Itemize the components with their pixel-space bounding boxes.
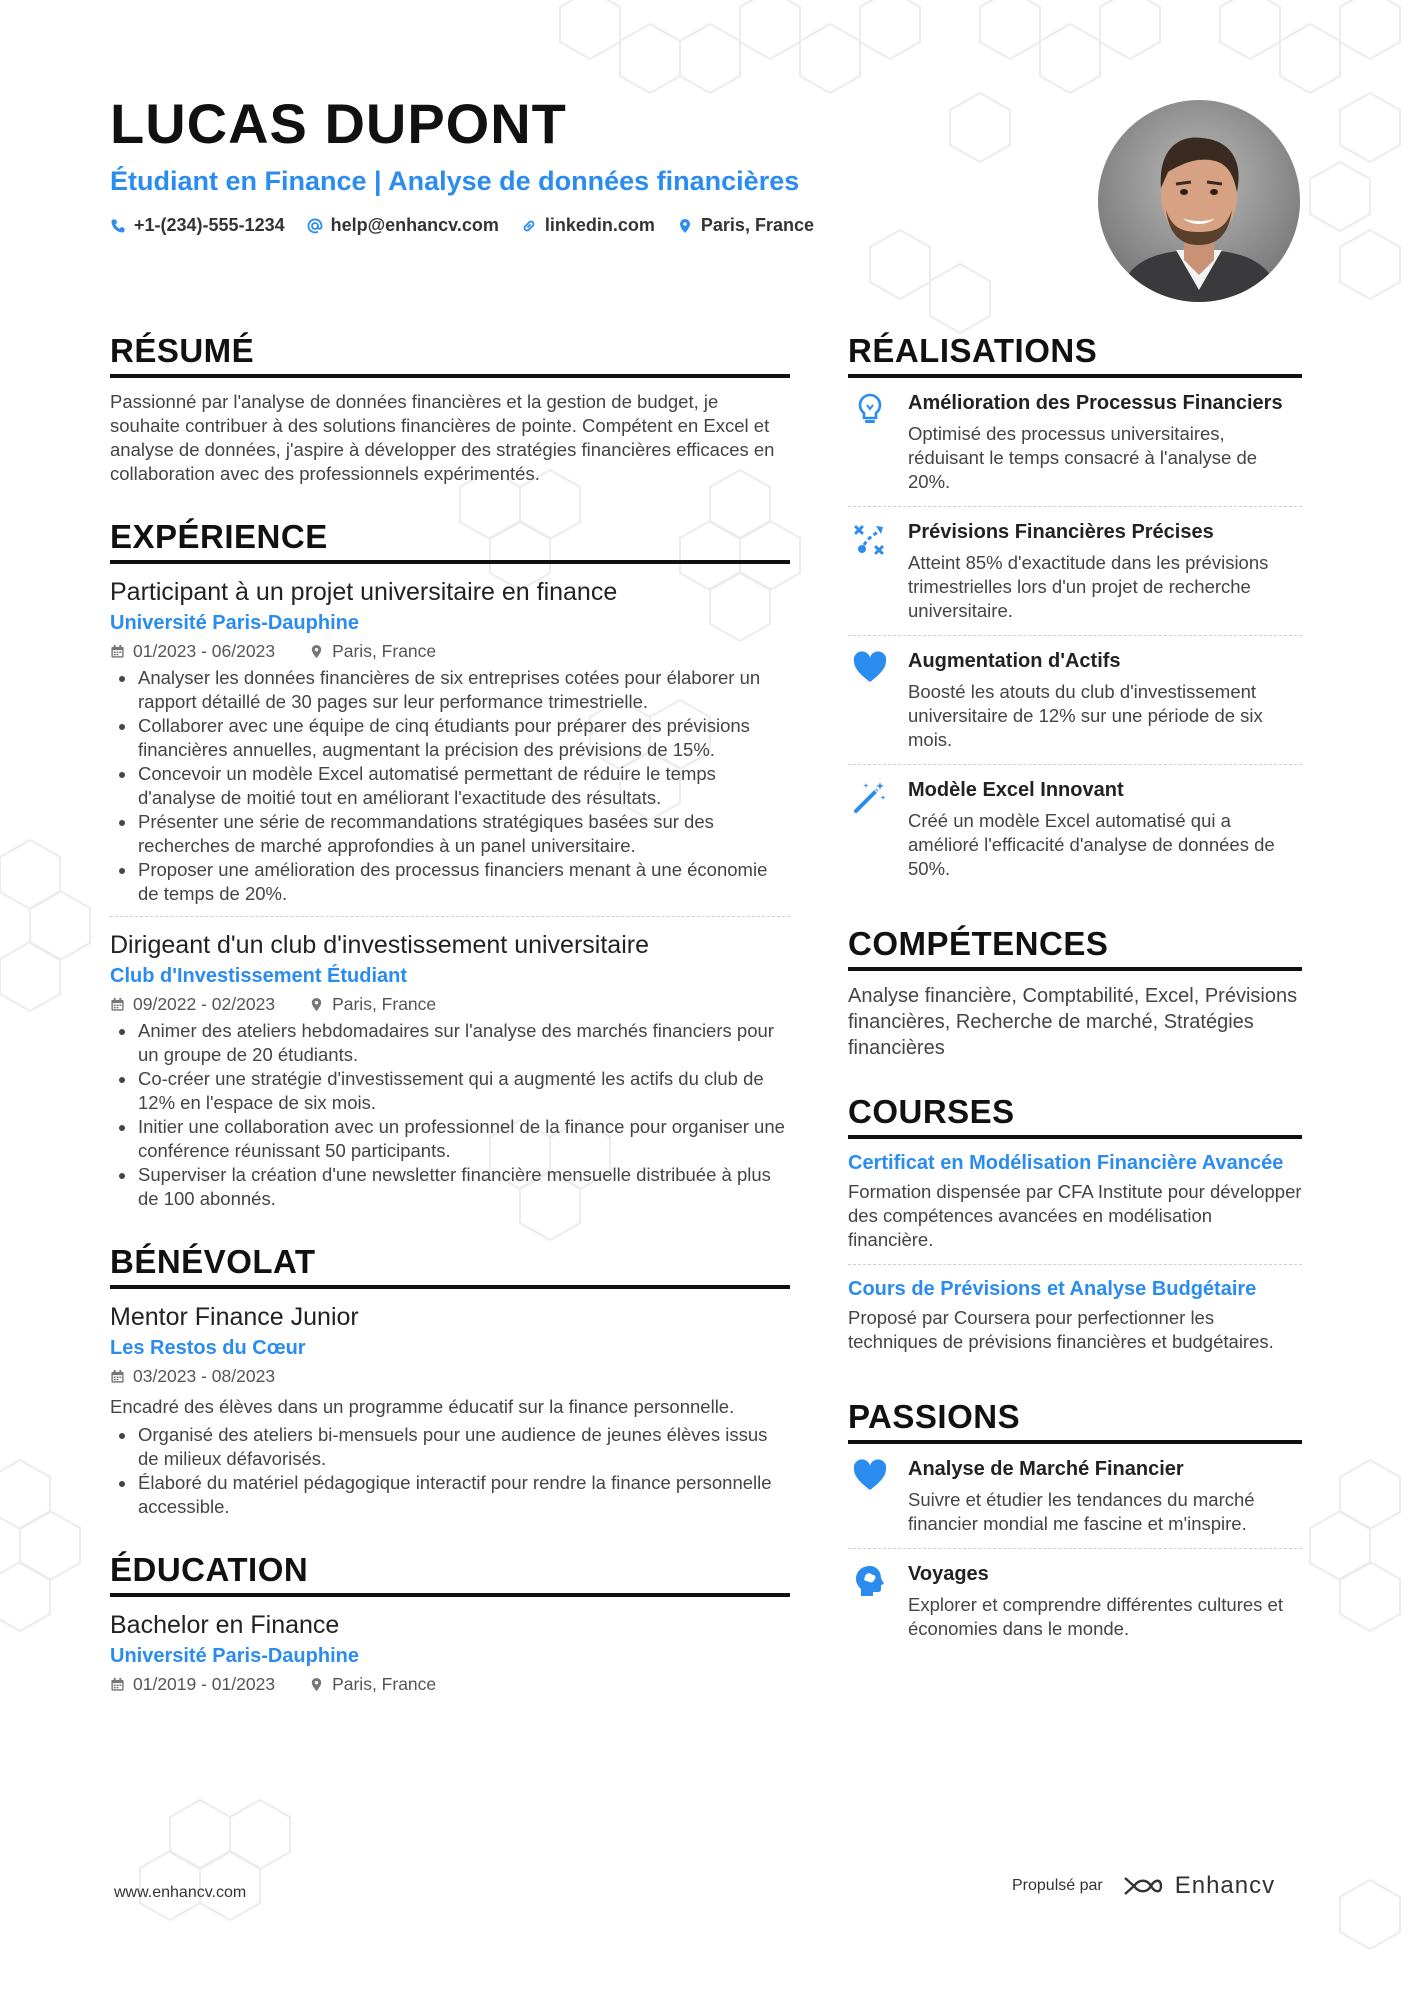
calendar-icon	[110, 1369, 125, 1384]
bullet-item: Initier une collaboration avec un professionnel de la finance pour organiser une conférence réunissant 50 participants.	[110, 1115, 790, 1163]
achievements-section	[848, 332, 1302, 893]
achievement-item	[848, 507, 1302, 636]
job-dates-text: 09/2022 - 02/2023	[133, 994, 276, 1014]
passion-title: Voyages	[908, 1563, 989, 1585]
contact-location	[677, 215, 814, 236]
location-pin-icon	[309, 1677, 324, 1692]
summary-text: Passionné par l'analyse de données financières et la gestion de budget, je souhaite contribuer à des solutions financières de pointe. Compétent en Excel et analyse de données, j'aspire à développer des stratégies financières efficaces en collaboration avec des professionnels expérimentés.	[110, 391, 775, 484]
job-dates	[110, 994, 275, 1015]
bullet-item: Présenter une série de recommandations stratégiques basées sur des recherches de marché approfondies à un panel universitaire.	[110, 810, 790, 858]
education-title: ÉDUCATION	[110, 1551, 790, 1597]
location-pin-icon	[677, 218, 693, 234]
contact-email[interactable]	[307, 215, 499, 236]
contact-phone[interactable]	[110, 215, 285, 236]
course-title[interactable]: Cours de Prévisions et Analyse Budgétaire	[848, 1278, 1257, 1300]
job-dates-text: 01/2023 - 06/2023	[133, 641, 276, 661]
location-text: Paris, France	[700, 215, 814, 235]
course-item	[848, 1139, 1302, 1265]
course-desc: Proposé par Coursera pour perfectionner les techniques de prévisions financières et budgétaires.	[848, 1307, 1274, 1352]
education-location	[309, 1674, 436, 1695]
job-role: Participant à un projet universitaire en finance	[110, 578, 618, 606]
bullet-item: Concevoir un modèle Excel automatisé permettant de réduire le temps d'analyse de moitié tout en améliorant l'exactitude des résultats.	[110, 762, 790, 810]
achievement-title: Prévisions Financières Précises	[908, 521, 1214, 543]
footer-branding[interactable]	[1012, 1872, 1275, 1900]
job-dates	[110, 641, 275, 662]
job-location-text: Paris, France	[332, 641, 437, 661]
brand-logo	[1121, 1872, 1275, 1900]
bullet-item: Superviser la création d'une newsletter financière mensuelle distribuée à plus de 100 abonnés.	[110, 1163, 790, 1211]
contact-linkedin[interactable]	[521, 215, 655, 236]
passions-section	[848, 1398, 1302, 1653]
bullet-item: Co-créer une stratégie d'investissement qui a augmenté les actifs du club de 12% en l'espace de six mois.	[110, 1067, 790, 1115]
job-location-text: Paris, France	[332, 994, 437, 1014]
achievement-title: Modèle Excel Innovant	[908, 779, 1124, 801]
powered-by-label: Propulsé par	[1012, 1877, 1103, 1894]
location-pin-icon	[309, 644, 324, 659]
passion-desc: Suivre et étudier les tendances du marché financier mondial me fascine et m'inspire.	[908, 1489, 1255, 1534]
job-company[interactable]: Université Paris-Dauphine	[110, 612, 359, 634]
education-dates	[110, 1674, 275, 1695]
heart-icon	[852, 1458, 888, 1494]
footer-website[interactable]: www.enhancv.com	[114, 1884, 247, 1901]
job-location	[309, 641, 436, 662]
job-bullets	[110, 666, 790, 906]
course-title[interactable]: Certificat en Modélisation Financière Avancée	[848, 1152, 1284, 1174]
enhancv-logo-icon	[1121, 1874, 1165, 1898]
achievement-title: Amélioration des Processus Financiers	[908, 392, 1283, 414]
achievement-item	[848, 378, 1302, 507]
candidate-headline: Étudiant en Finance | Analyse de données financières	[110, 166, 800, 196]
volunteer-dates	[110, 1366, 275, 1387]
job-bullets	[110, 1019, 790, 1211]
skills-text: Analyse financière, Comptabilité, Excel, Prévisions financières, Recherche de marché, Stratégies financières	[848, 985, 1298, 1059]
education-dates-text: 01/2019 - 01/2023	[133, 1674, 276, 1694]
volunteer-title: BÉNÉVOLAT	[110, 1243, 790, 1289]
achievements-title: RÉALISATIONS	[848, 332, 1302, 378]
bullet-item: Organisé des ateliers bi-mensuels pour une audience de jeunes élèves issus de milieux défavorisés.	[110, 1423, 790, 1471]
contact-bar	[110, 215, 1070, 236]
school[interactable]: Université Paris-Dauphine	[110, 1645, 359, 1667]
volunteer-role: Mentor Finance Junior	[110, 1303, 359, 1331]
achievement-item	[848, 636, 1302, 765]
achievement-desc: Créé un modèle Excel automatisé qui a amélioré l'efficacité d'analyse de données de 50%.	[908, 810, 1275, 879]
tactic-icon	[852, 521, 888, 557]
achievement-title: Augmentation d'Actifs	[908, 650, 1121, 672]
heart-icon	[852, 650, 888, 686]
achievement-desc: Optimisé des processus universitaires, réduisant le temps consacré à l'analyse de 20%.	[908, 423, 1258, 492]
passion-item	[848, 1549, 1302, 1653]
portrait-illustration	[1098, 100, 1300, 302]
phone-text: +1-(234)-555-1234	[134, 215, 285, 235]
experience-entry	[110, 916, 790, 1211]
bullet-item: Élaboré du matériel pédagogique interactif pour rendre la finance personnelle accessible.	[110, 1471, 790, 1519]
volunteer-dates-text: 03/2023 - 08/2023	[133, 1366, 276, 1386]
link-icon	[521, 218, 537, 234]
courses-section	[848, 1093, 1302, 1366]
education-section	[110, 1551, 790, 1695]
location-pin-icon	[309, 997, 324, 1012]
resume-header	[110, 92, 1070, 236]
education-location-text: Paris, France	[332, 1674, 437, 1694]
summary-title: RÉSUMÉ	[110, 332, 790, 378]
bullet-item: Animer des ateliers hebdomadaires sur l'analyse des marchés financiers pour un groupe de 20 étudiants.	[110, 1019, 790, 1067]
course-item	[848, 1265, 1302, 1366]
experience-entry	[110, 564, 790, 906]
job-meta	[110, 641, 790, 662]
email-text: help@enhancv.com	[330, 215, 499, 235]
achievement-desc: Boosté les atouts du club d'investissement universitaire de 12% sur une période de six mois.	[908, 681, 1263, 750]
volunteer-intro: Encadré des élèves dans un programme éducatif sur la finance personnelle.	[110, 1396, 735, 1417]
calendar-icon	[110, 644, 125, 659]
calendar-icon	[110, 997, 125, 1012]
skills-section	[848, 925, 1302, 1061]
summary-section	[110, 332, 790, 486]
bullet-item: Proposer une amélioration des processus financiers menant à une économie de temps de 20%.	[110, 858, 790, 906]
left-column	[110, 332, 790, 1727]
linkedin-text: linkedin.com	[544, 215, 655, 235]
job-role: Dirigeant d'un club d'investissement universitaire	[110, 931, 649, 959]
experience-title: EXPÉRIENCE	[110, 518, 790, 564]
courses-title: COURSES	[848, 1093, 1302, 1139]
education-meta	[110, 1674, 790, 1695]
brand-name: Enhancv	[1174, 1872, 1276, 1899]
achievement-item	[848, 765, 1302, 893]
volunteer-meta	[110, 1366, 790, 1387]
job-meta	[110, 994, 790, 1015]
bullet-item: Collaborer avec une équipe de cinq étudiants pour préparer des prévisions financières annuelles, augmentant la précision des prévisions de 15%.	[110, 714, 790, 762]
job-location	[309, 994, 436, 1015]
volunteer-section	[110, 1243, 790, 1519]
volunteer-entry	[110, 1289, 790, 1519]
passion-item	[848, 1444, 1302, 1549]
head-brain-icon	[852, 1563, 888, 1599]
magic-wand-icon	[852, 779, 888, 815]
at-sign-icon	[307, 218, 323, 234]
lightbulb-icon	[852, 392, 888, 428]
degree: Bachelor en Finance	[110, 1611, 340, 1639]
passion-title: Analyse de Marché Financier	[908, 1458, 1184, 1480]
passion-desc: Explorer et comprendre différentes cultures et économies dans le monde.	[908, 1594, 1283, 1639]
profile-photo	[1098, 100, 1300, 302]
candidate-name: LUCAS DUPONT	[110, 92, 567, 155]
right-column	[848, 332, 1302, 1685]
job-company[interactable]: Club d'Investissement Étudiant	[110, 965, 408, 987]
volunteer-org[interactable]: Les Restos du Cœur	[110, 1337, 306, 1359]
phone-icon	[110, 218, 126, 234]
skills-title: COMPÉTENCES	[848, 925, 1302, 971]
passions-title: PASSIONS	[848, 1398, 1302, 1444]
education-entry	[110, 1597, 790, 1695]
course-desc: Formation dispensée par CFA Institute pour développer des compétences avancées en modélisation financière.	[848, 1181, 1302, 1250]
volunteer-bullets	[110, 1423, 790, 1519]
calendar-icon	[110, 1677, 125, 1692]
achievement-desc: Atteint 85% d'exactitude dans les prévisions trimestrielles lors d'un projet de recherche universitaire.	[908, 552, 1269, 621]
experience-section	[110, 518, 790, 1211]
bullet-item: Analyser les données financières de six entreprises cotées pour élaborer un rapport détaillé de 30 pages sur leur performance trimestrielle.	[110, 666, 790, 714]
